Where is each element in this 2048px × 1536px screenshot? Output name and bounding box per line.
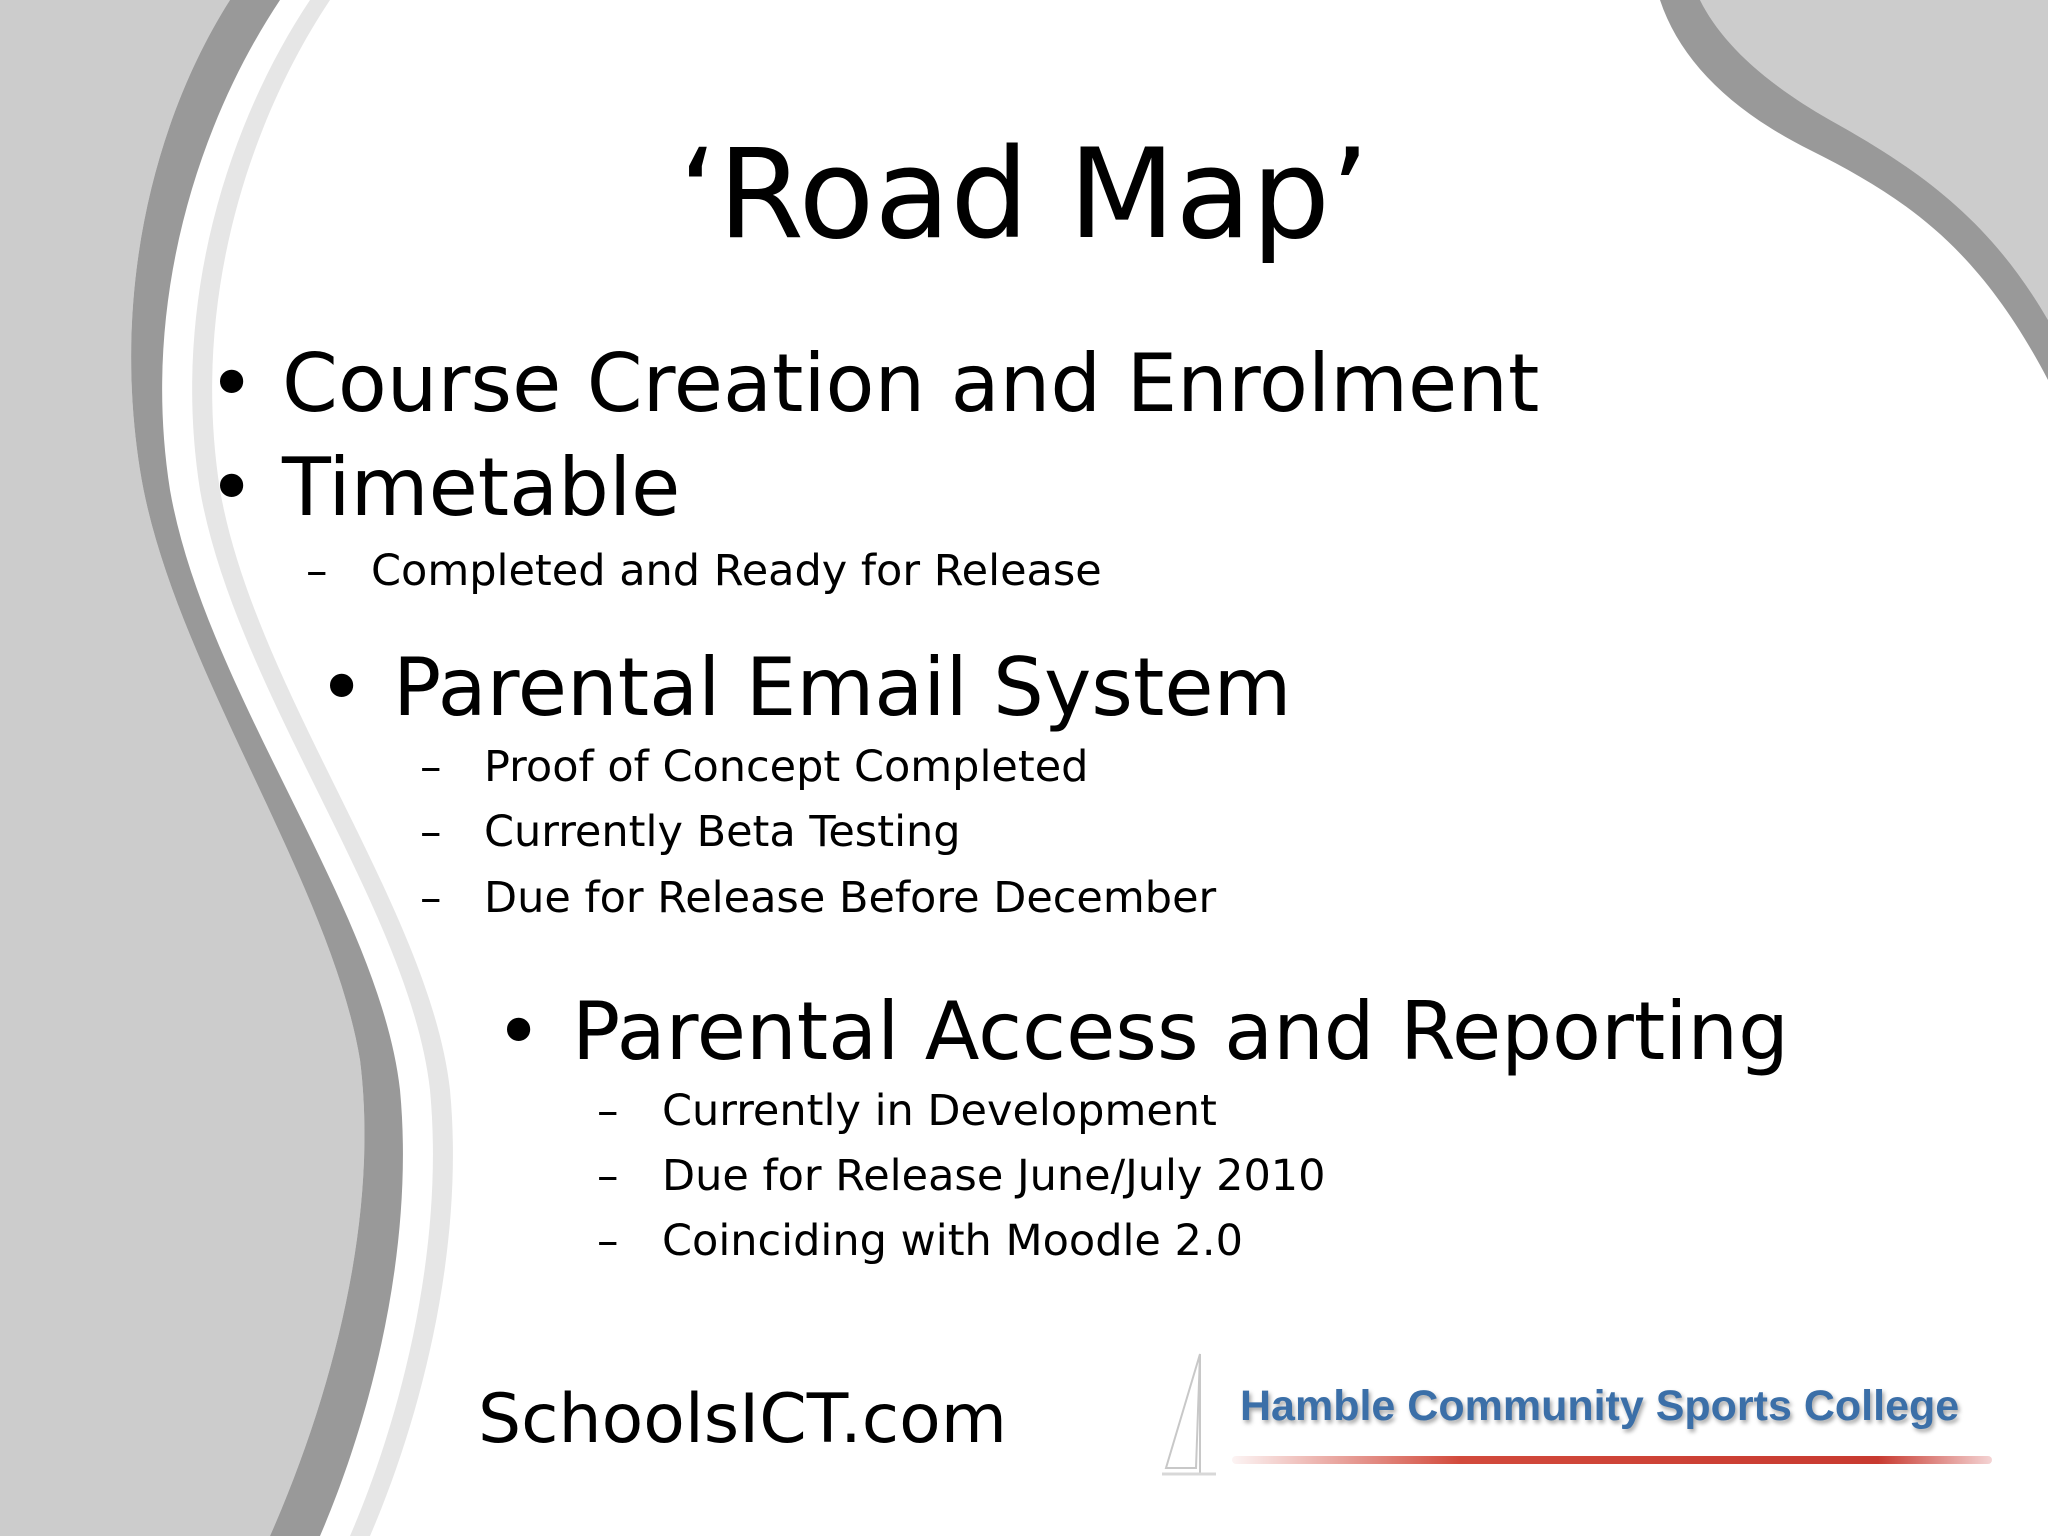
bullet-dot: • [208, 337, 256, 430]
dash-marker: – [597, 1151, 619, 1201]
subitem-label: Currently in Development [662, 1086, 1217, 1136]
bullet-label: Parental Access and Reporting [572, 985, 1789, 1078]
dash-marker: – [597, 1216, 619, 1266]
dash-marker: – [420, 873, 442, 923]
footer-website: SchoolsICT.com [478, 1380, 1008, 1459]
subitem-label: Currently Beta Testing [484, 807, 961, 857]
dash-marker: – [420, 742, 442, 792]
dash-marker: – [420, 807, 442, 857]
subitem-label: Due for Release Before December [484, 873, 1217, 923]
bullet-label: Parental Email System [393, 641, 1292, 734]
slide-title: ‘Road Map’ [678, 123, 1370, 267]
bullet-label: Timetable [282, 441, 681, 534]
subitem-label: Completed and Ready for Release [371, 546, 1102, 596]
subitem-label: Proof of Concept Completed [484, 742, 1089, 792]
sail-icon [1160, 1350, 1220, 1480]
dash-marker: – [306, 546, 328, 596]
logo-underline [1232, 1456, 1992, 1464]
college-logo [1160, 1350, 2020, 1480]
bullet-label: Course Creation and Enrolment [282, 337, 1540, 430]
bullet-dot: • [495, 985, 543, 1078]
dash-marker: – [597, 1086, 619, 1136]
subitem-label: Due for Release June/July 2010 [662, 1151, 1326, 1201]
bullet-dot: • [318, 641, 366, 734]
bullet-dot: • [208, 441, 256, 534]
logo-text: Hamble Community Sports College [1240, 1382, 1960, 1430]
subitem-label: Coinciding with Moodle 2.0 [662, 1216, 1243, 1266]
